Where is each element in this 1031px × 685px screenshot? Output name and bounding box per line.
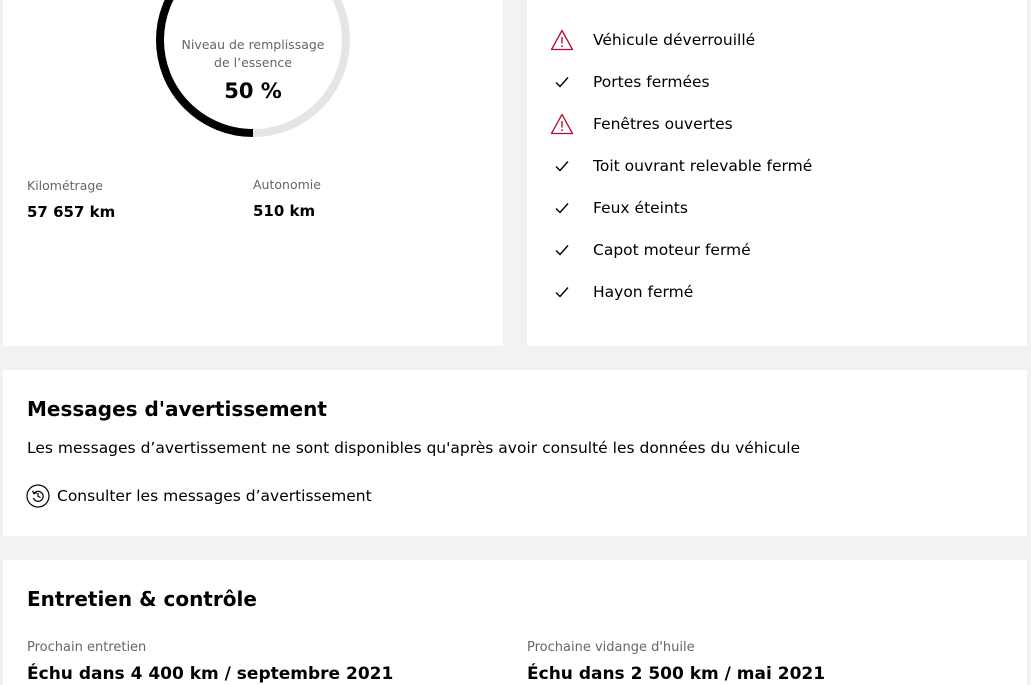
status-item-label: Toit ouvrant relevable fermé (593, 157, 813, 175)
checkmark-icon (549, 238, 575, 262)
fuel-level-label-line2: de l’essence (214, 55, 292, 70)
status-item-label: Hayon fermé (593, 283, 694, 301)
service-card (3, 560, 1027, 685)
status-item-label: Véhicule déverrouillé (593, 31, 756, 49)
warning-triangle-icon (549, 28, 575, 52)
fuel-gauge (153, 0, 353, 140)
status-item (549, 112, 733, 136)
warning-messages-description: Les messages d’avertissement ne sont disponibles qu'après avoir consulté les données du véhicule (27, 439, 801, 457)
status-item (549, 70, 710, 94)
next-service-value: Échu dans 4 400 km / septembre 2021 (27, 664, 394, 684)
fuel-card (3, 0, 503, 346)
consult-warnings-label: Consulter les messages d’avertissement (57, 487, 372, 505)
warning-triangle-icon (549, 112, 575, 136)
checkmark-icon (549, 70, 575, 94)
status-item (549, 238, 751, 262)
mileage-label: Kilométrage (27, 178, 103, 193)
fuel-level-label: Niveau de remplissage (181, 37, 325, 52)
status-item-label: Capot moteur fermé (593, 241, 751, 259)
range-label: Autonomie (253, 177, 321, 192)
status-item (549, 28, 756, 52)
next-oil-change-label: Prochaine vidange d'huile (527, 640, 695, 655)
status-item-label: Feux éteints (593, 199, 688, 217)
service-title: Entretien & contrôle (27, 587, 257, 611)
checkmark-icon (549, 196, 575, 220)
fuel-level-value: 50 % (224, 79, 282, 103)
mileage-value: 57 657 km (27, 203, 116, 221)
warning-messages-title: Messages d'avertissement (27, 397, 327, 421)
warning-messages-card (3, 370, 1027, 536)
status-item (549, 154, 813, 178)
status-item-label: Portes fermées (593, 73, 710, 91)
checkmark-icon (549, 280, 575, 304)
next-service-label: Prochain entretien (27, 640, 147, 655)
range-value: 510 km (253, 202, 316, 220)
status-item-label: Fenêtres ouvertes (593, 115, 733, 133)
status-item (549, 280, 694, 304)
refresh-icon (26, 484, 50, 508)
consult-warnings-button[interactable] (26, 484, 372, 508)
status-item (549, 196, 688, 220)
next-oil-change-value: Échu dans 2 500 km / mai 2021 (527, 664, 826, 684)
vehicle-status-card (527, 0, 1027, 346)
checkmark-icon (549, 154, 575, 178)
